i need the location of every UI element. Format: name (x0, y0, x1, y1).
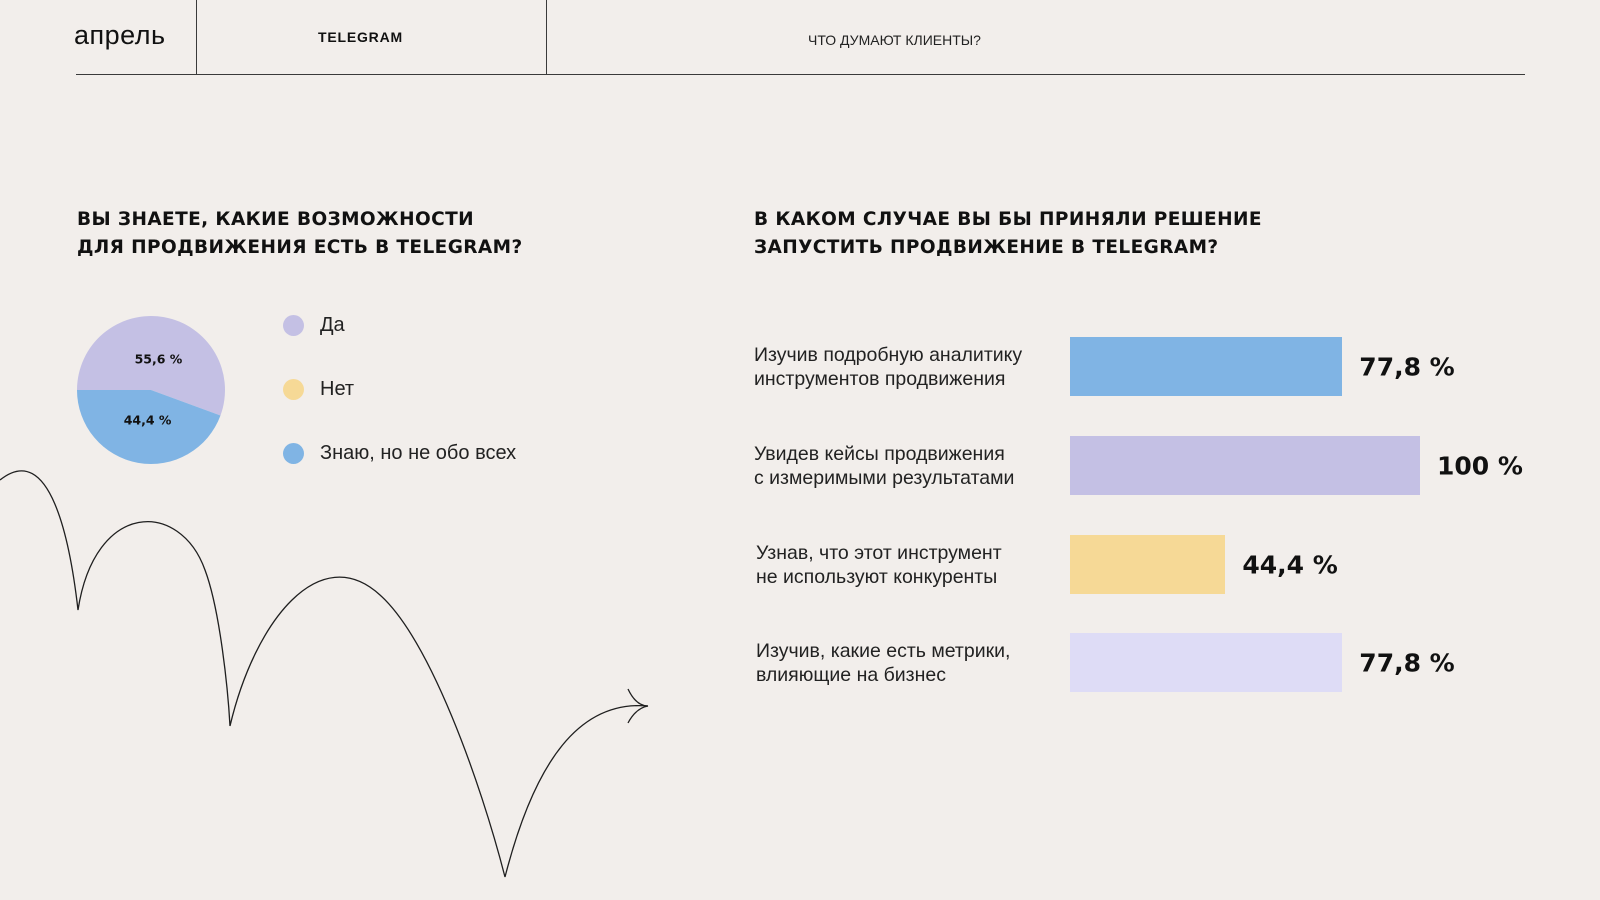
bar-row (754, 436, 1554, 496)
bar (1070, 436, 1420, 495)
bar-category-label: Узнав, что этот инструмент не используют конкуренты (756, 542, 1002, 588)
pie-slice-label: 55,6 % (134, 351, 183, 367)
page-question: ЧТО ДУМАЮТ КЛИЕНТЫ? (808, 32, 981, 48)
pie-chart-title: ВЫ ЗНАЕТЕ, КАКИЕ ВОЗМОЖНОСТИ ДЛЯ ПРОДВИЖЕНИЯ ЕСТЬ В TELEGRAM? (77, 209, 523, 258)
bar-category-label: Изучив подробную аналитику инструментов продвижения (754, 344, 1023, 390)
legend-dot-icon (283, 315, 304, 336)
bar-row (754, 535, 1554, 595)
bar-row (754, 337, 1554, 397)
section-label: TELEGRAM (318, 29, 403, 45)
bar (1070, 535, 1225, 594)
legend-item (283, 314, 345, 337)
legend-label: Знаю, но не обо всех (320, 442, 517, 464)
brand-logo[interactable]: апрель (74, 20, 166, 50)
decorative-swirl-arrow (0, 460, 660, 880)
bar (1070, 337, 1342, 396)
bar (1070, 633, 1342, 692)
bar-category-label: Изучив, какие есть метрики, влияющие на бизнес (756, 640, 1011, 686)
bar-chart-title: В КАКОМ СЛУЧАЕ ВЫ БЫ ПРИНЯЛИ РЕШЕНИЕ ЗАПУСТИТЬ ПРОДВИЖЕНИЕ В TELEGRAM? (754, 209, 1262, 258)
bar-value-label: 77,8 % (1359, 648, 1455, 678)
pie-chart (70, 310, 230, 470)
bar-row (754, 633, 1554, 693)
pie-slice-label: 44,4 % (123, 412, 172, 428)
bar-value-label: 100 % (1437, 451, 1523, 481)
header-divider (546, 0, 547, 74)
header-bar (76, 0, 1525, 75)
bar-category-label: Увидев кейсы продвижения с измеримыми результатами (754, 443, 1015, 489)
header-divider (196, 0, 197, 74)
legend-dot-icon (283, 379, 304, 400)
bar-value-label: 44,4 % (1242, 550, 1338, 580)
legend-label: Да (320, 314, 345, 336)
bar-value-label: 77,8 % (1359, 352, 1455, 382)
legend-label: Нет (320, 378, 355, 400)
legend-item (283, 378, 354, 401)
